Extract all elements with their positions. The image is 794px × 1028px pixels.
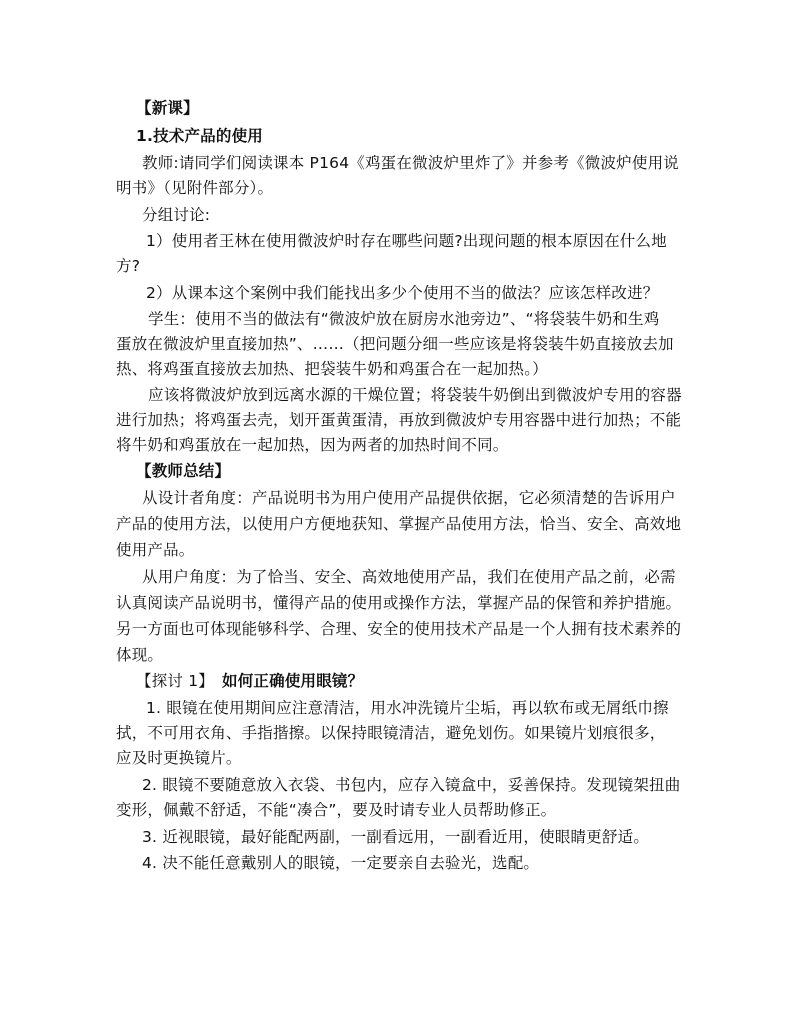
new-lesson-heading: 【新课】 — [136, 99, 199, 117]
glasses-tip-1-line-2: 拭，不可用衣角、手指揩擦。以保持眼镜清洁，避免划伤。如果镜片划痕很多， — [116, 724, 666, 742]
designer-view-line-2: 产品的使用方法，以使用户方便地获知、掌握产品使用方法，恰当、安全、高效地 — [116, 515, 682, 533]
teacher-summary-heading: 【教师总结】 — [136, 462, 231, 480]
user-view-line-4: 体现。 — [116, 646, 164, 664]
student-answer-line-1: 学生：使用不当的做法有“微波炉放在厨房水池旁边”、“将袋装牛奶和生鸡 — [148, 310, 660, 328]
glasses-tip-2-line-2: 变形，佩戴不舒适，不能“凑合”，要及时请专业人员帮助修正。 — [116, 801, 557, 819]
improvement-line-3: 将牛奶和鸡蛋放在一起加热，因为两者的加热时间不同。 — [116, 436, 509, 454]
user-view-line-3: 另一方面也可体现能够科学、合理、安全的使用技术产品是一个人拥有技术素养的 — [116, 620, 682, 638]
glasses-tip-1-line-3: 应及时更换镜片。 — [116, 749, 242, 767]
group-discussion-label: 分组讨论: — [142, 206, 211, 224]
designer-view-line-1: 从设计者角度：产品说明书为用户使用产品提供依据，它必须清楚的告诉用户 — [142, 489, 676, 507]
teacher-intro-line-1: 教师:请同学们阅读课本 P164《鸡蛋在微波炉里炸了》并参考《微波炉使用说 — [142, 154, 679, 172]
user-view-line-2: 认真阅读产品说明书，懂得产品的使用或操作方法，掌握产品的保管和养护措施。 — [116, 594, 682, 612]
section-title: 1.技术产品的使用 — [136, 127, 263, 145]
glasses-tip-4: 4. 决不能任意戴别人的眼镜，一定要亲自去验光，选配。 — [142, 854, 540, 872]
explore-label: 【探讨 1】 — [136, 672, 214, 690]
glasses-tip-1-line-1: 1. 眼镜在使用期间应注意清洁，用水冲洗镜片尘垢，再以软布或无屑纸巾擦 — [146, 699, 669, 717]
designer-view-line-3: 使用产品。 — [116, 541, 195, 559]
question-1-line-1: 1）使用者王林在使用微波炉时存在哪些问题?出现问题的根本原因在什么地 — [146, 232, 667, 250]
improvement-line-2: 进行加热；将鸡蛋去壳，划开蛋黄蛋清，再放到微波炉专用容器中进行加热；不能 — [116, 411, 682, 429]
student-answer-line-2: 蛋放在微波炉里直接加热”、……（把问题分细一些应该是将袋装牛奶直接放去加 — [116, 335, 674, 353]
glasses-tip-2-line-1: 2. 眼镜不要随意放入衣袋、书包内，应存入镜盒中，妥善保持。发现镜架扭曲 — [142, 776, 681, 794]
teacher-intro-line-2: 明书》（见附件部分）。 — [116, 179, 274, 197]
glasses-tip-3: 3. 近视眼镜，最好能配两副，一副看远用，一副看近用，使眼睛更舒适。 — [142, 828, 650, 846]
explore-title: 如何正确使用眼镜？ — [222, 672, 364, 690]
student-answer-line-3: 热、将鸡蛋直接放去加热、把袋装牛奶和鸡蛋合在一起加热。） — [116, 360, 548, 378]
question-2: 2）从课本这个案例中我们能找出多少个使用不当的做法？应该怎样改进？ — [146, 284, 659, 302]
improvement-line-1: 应该将微波炉放到远离水源的干燥位置；将袋装牛奶倒出到微波炉专用的容器 — [148, 386, 682, 404]
user-view-line-1: 从用户角度：为了恰当、安全、高效地使用产品，我们在使用产品之前，必需 — [142, 568, 676, 586]
question-1-line-2: 方? — [116, 257, 141, 275]
